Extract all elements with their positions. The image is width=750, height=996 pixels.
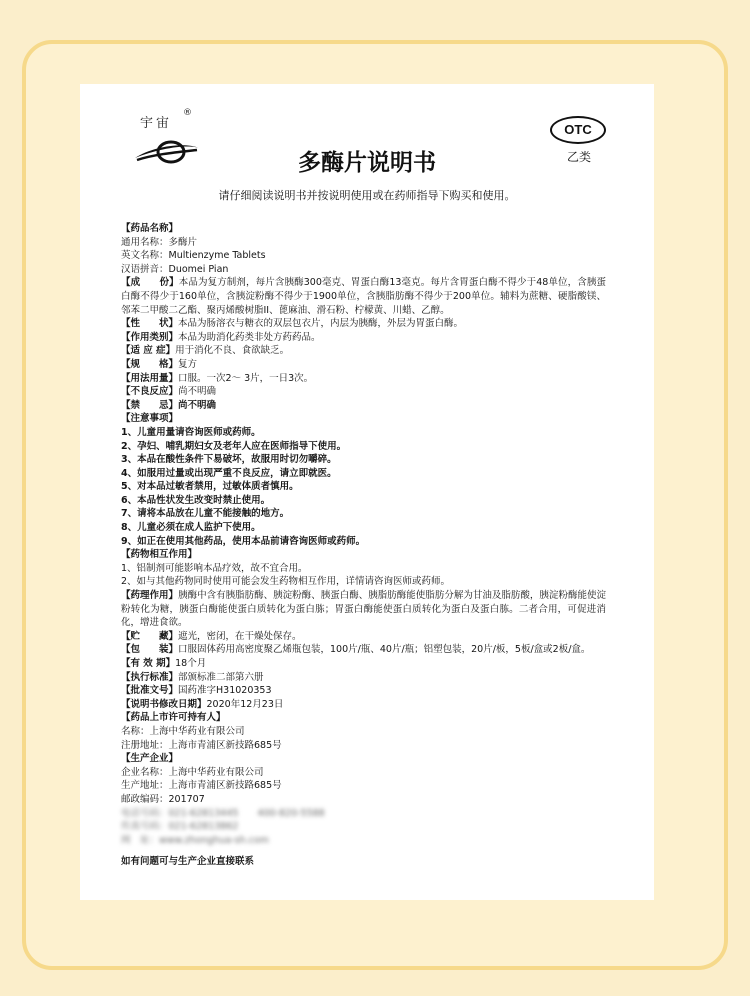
contra-label: 【禁 忌】 [121, 399, 179, 411]
pharmacology-text: 胰酶中含有胰脂肪酶、胰淀粉酶、胰蛋白酶、胰脂肪酶能使脂肪分解为甘油及脂肪酸，胰淀粉酶能使淀粉转化为糖，胰蛋白酶能使蛋白质转化为蛋白胨；胃蛋白酶能使蛋白质转化为蛋白及蛋白胨。二者合用，可促进消化，增进食欲。 [121, 590, 606, 629]
otc-category: 乙类 [566, 150, 591, 164]
precaution-item: 8、儿童必须在成人监护下使用。 [121, 522, 261, 534]
common-name: 通用名称：多酶片 [121, 236, 198, 248]
dosage-section [121, 372, 606, 386]
indications-text: 用于消化不良、食欲缺乏。 [175, 345, 290, 357]
spec-section [121, 358, 606, 372]
spec-label: 【规 格】 [121, 358, 179, 370]
brand-name: 宇宙 [140, 116, 173, 131]
package-section [121, 643, 606, 657]
precaution-item: 4、如服用过量或出现严重不良反应，请立即就医。 [121, 467, 337, 479]
manufacturer-phone: 电话号码：021-62813445 400-820-5588 [121, 807, 325, 819]
dosage-text: 口服。一次2～ 3片，一日3次。 [178, 372, 314, 384]
drug-name-header: 【药品名称】 [121, 223, 179, 234]
precaution-item: 2、孕妇、哺乳期妇女及老年人应在医师指导下使用。 [121, 440, 347, 452]
precautions-label: 【注意事项】 [121, 413, 179, 425]
adverse-text: 尚不明确 [178, 386, 217, 398]
validity-section [121, 657, 606, 671]
english-name: 英文名称：Multienzyme Tablets [121, 250, 266, 262]
holder-label: 【药品上市许可持有人】 [121, 712, 226, 724]
otc-label: OTC [564, 122, 592, 137]
manufacturer-address: 生产地址：上海市青浦区新技路685号 [121, 780, 282, 792]
validity-text: 18个月 [175, 658, 207, 669]
indications-section [121, 344, 606, 358]
storage-text: 遮光，密闭，在干燥处保存。 [178, 630, 302, 642]
package-text: 口服固体药用高密度聚乙烯瓶包装，100片/瓶、40片/瓶；铝塑包装，20片/板，5板/盒或2板/盒。 [178, 644, 591, 656]
package-label: 【包 装】 [121, 644, 179, 656]
category-section [121, 331, 606, 345]
registered-mark: ® [183, 108, 192, 118]
properties-text: 本品为肠溶衣与糖衣的双层包衣片，内层为胰酶，外层为胃蛋白酶。 [178, 318, 464, 330]
category-label: 【作用类别】 [121, 331, 179, 343]
leaflet-body [121, 222, 606, 869]
standard-section [121, 671, 606, 685]
properties-section [121, 317, 606, 331]
manufacturer-postcode: 邮政编码：201707 [121, 793, 205, 805]
storage-section [121, 630, 606, 644]
revision-text: 2020年12月23日 [206, 698, 284, 710]
pinyin-name: 汉语拼音：Duomei Pian [121, 263, 229, 275]
precaution-item: 1、儿童用量请咨询医师或药师。 [121, 426, 261, 438]
precaution-item: 7、请将本品放在儿童不能接触的地方。 [121, 508, 290, 520]
pharmacology-section [121, 589, 606, 630]
leaflet-paper [80, 84, 654, 900]
indications-label: 【适 应 症】 [121, 345, 176, 357]
adverse-section [121, 385, 606, 399]
revision-label: 【说明书修改日期】 [121, 698, 207, 710]
standard-label: 【执行标准】 [121, 671, 179, 683]
manufacturer-label: 【生产企业】 [121, 753, 179, 765]
document-subtitle: 请仔细阅读说明书并按说明使用或在药师指导下购买和使用。 [218, 189, 516, 202]
manufacturer-website: 网 址：www.zhonghua-sh.com [121, 834, 269, 846]
composition-section [121, 276, 606, 317]
interaction-item: 2、如与其他药物同时使用可能会发生药物相互作用，详情请咨询医师或药师。 [121, 576, 451, 588]
approval-section [121, 684, 606, 698]
interactions-label: 【药物相互作用】 [121, 549, 198, 561]
pharmacology-label: 【药理作用】 [121, 590, 179, 602]
category-text: 本品为助消化药类非处方药药品。 [178, 331, 321, 343]
document-title: 多酶片说明书 [298, 150, 436, 176]
spec-text: 复方 [178, 358, 198, 370]
manufacturer-name: 企业名称：上海中华药业有限公司 [121, 766, 264, 778]
adverse-label: 【不良反应】 [121, 386, 179, 398]
standard-text: 部颁标准二部第六册 [178, 671, 264, 683]
precaution-item: 3、本品在酸性条件下易破坏，故服用时切勿嚼碎。 [121, 454, 337, 466]
properties-label: 【性 状】 [121, 318, 179, 330]
validity-label: 【有 效 期】 [121, 658, 176, 669]
dosage-label: 【用法用量】 [121, 372, 179, 384]
interaction-item: 1、铝制剂可能影响本品疗效，故不宜合用。 [121, 562, 308, 574]
manufacturer-fax: 传真号码：021-62813862 [121, 821, 239, 833]
precaution-item: 5、对本品过敏者禁用，过敏体质者慎用。 [121, 481, 299, 493]
approval-label: 【批准文号】 [121, 685, 179, 697]
holder-name: 名称：上海中华药业有限公司 [121, 725, 245, 737]
otc-ellipse [550, 116, 606, 144]
composition-label: 【成 份】 [121, 277, 179, 289]
approval-text: 国药准字H31020353 [178, 685, 272, 697]
composition-text: 本品为复方制剂，每片含胰酶300毫克、胃蛋白酶13毫克。每片含胃蛋白酶不得少于48单位，含胰蛋白酶不得少于160单位，含胰淀粉酶不得少于1900单位，含胰脂肪酶不得少于200单位。辅料为蔗糖、硬脂酸镁、邻苯二甲酸二乙酯、聚丙烯酸树脂II、蓖麻油、滑石粉、柠檬黄、川蜡、乙醇。 [121, 277, 606, 316]
contra-text: 尚不明确 [178, 399, 217, 411]
holder-address: 注册地址：上海市青浦区新技路685号 [121, 739, 282, 751]
revision-section [121, 698, 606, 712]
precaution-item: 6、本品性状发生改变时禁止使用。 [121, 494, 271, 506]
precaution-item: 9、如正在使用其他药品，使用本品前请咨询医师或药师。 [121, 535, 366, 547]
storage-label: 【贮 藏】 [121, 630, 179, 642]
footer-note: 如有问题可与生产企业直接联系 [121, 856, 255, 868]
contra-section [121, 399, 606, 413]
